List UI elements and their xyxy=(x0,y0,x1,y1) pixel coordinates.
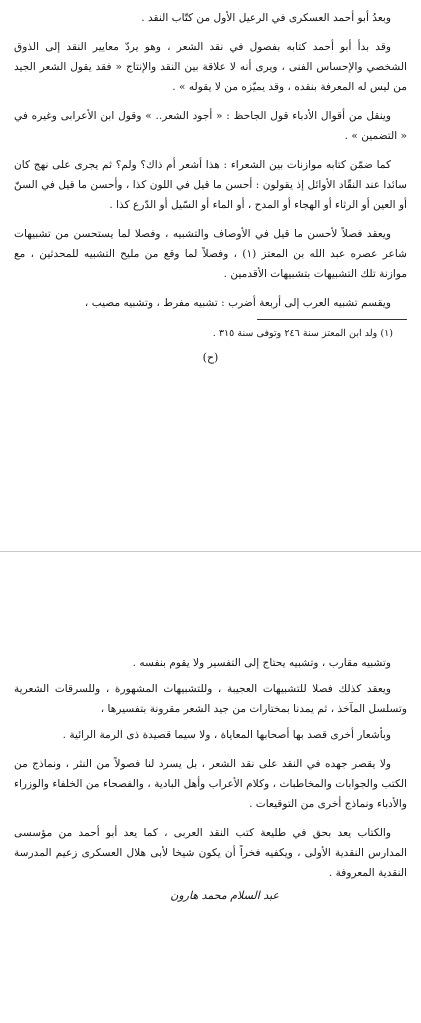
page-bottom xyxy=(14,653,407,902)
footnote: (١) ولد ابن المعتز سنة ٢٤٦ وتوفى سنة ٣١٥ . xyxy=(212,328,393,339)
paragraph: وبأشعار أخرى قصد بها أصحابها المعاياة ، ولا سيما قصيدة ذى الرمة الرائية . xyxy=(62,729,391,741)
page-number: (ح) xyxy=(202,351,219,364)
paragraph: ويعقد كذلك فصلا للتشبيهات العجيبة ، وللتشبيهات المشهورة ، وللسرقات الشعرية وتسلسل المآخذ ، ثم يمدنا بمختارات من جيد الشعر مقرونة بتفسيرها ، xyxy=(14,683,407,715)
paragraph: ويقسم تشبيه العرب إلى أربعة أضرب : تشبيه مفرط ، وتشبيه مصيب ، xyxy=(84,297,391,309)
author-signature: عبد السلام محمد هارون xyxy=(170,889,279,902)
footnote-rule xyxy=(257,319,407,320)
page-separator xyxy=(0,551,421,552)
paragraph: وبعدُ أبو أحمد العسكرى في الرعيل الأول من كتّاب النقد . xyxy=(141,12,391,24)
paragraph: ويعقد فصلاً لأحسن ما قيل في الأوصاف والتشبيه ، وفصلا لما يستحسن من تشبيهات شاعر عصره عبد الله بن المعتز (١) ، وفصلاً لما وقع من مليح التشبيه للمحدثين ، مع موازنة تلك التشبيهات بتشبيهات الأقدمين . xyxy=(14,228,407,280)
paragraph: كما ضمّن كتابه موازنات بين الشعراء : هذا أشعر أم ذاك؟ ولم؟ ثم يجرى على نهج كان سائدا عند النقّاد الأوائل إذ يقولون : أحسن ما قيل في اللون كذا ، وأحسن ما قيل في السنّ أو العين أو الرثاء أو الهجاء أو المدح ، أو الماء أو السّيل أو الدّرع كذا . xyxy=(14,159,407,211)
page-top xyxy=(14,8,407,364)
paragraph: وتشبيه مقارب ، وتشبيه يحتاج إلى التفسير ولا يقوم بنفسه . xyxy=(132,657,391,669)
paragraph: والكتاب يعد بحق في طليعة كتب النقد العربى ، كما يعد أبو أحمد من مؤسسى المدارس النقدية الأولى ، ويكفيه فخراً أن يكون شيخا لأبى هلال العسكرى زعيم المدرسة النقدية المعروفة . xyxy=(14,827,407,879)
paragraph: ولا يقصر جهده في النقد على نقد الشعر ، بل يسرد لنا فصولاً من النثر ، ونماذج من الكتب والجوابات والمخاطبات ، وكلام الأعراب وأهل البادية ، والفصحاء من الخلفاء والوزراء والأدباء ونماذج أخرى من التوقيعات . xyxy=(14,758,407,810)
paragraph: وقد بدأ أبو أحمد كتابه بفصول في نقد الشعر ، وهو يردّ معايير النقد إلى الذوق الشخصي والإحساس الفنى ، ويرى أنه لا علاقة بين النقد والإنتاج « فقد يقول الشعر الجيد من ليس له المعرفة بنقده ، وقد يميّزه من لا يقوله » . xyxy=(14,41,407,93)
paragraph: وينقل من أقوال الأدباء قول الجاحظ : « أجود الشعر.. » وقول ابن الأعرابى وغيره في « التضمين » . xyxy=(14,110,407,142)
